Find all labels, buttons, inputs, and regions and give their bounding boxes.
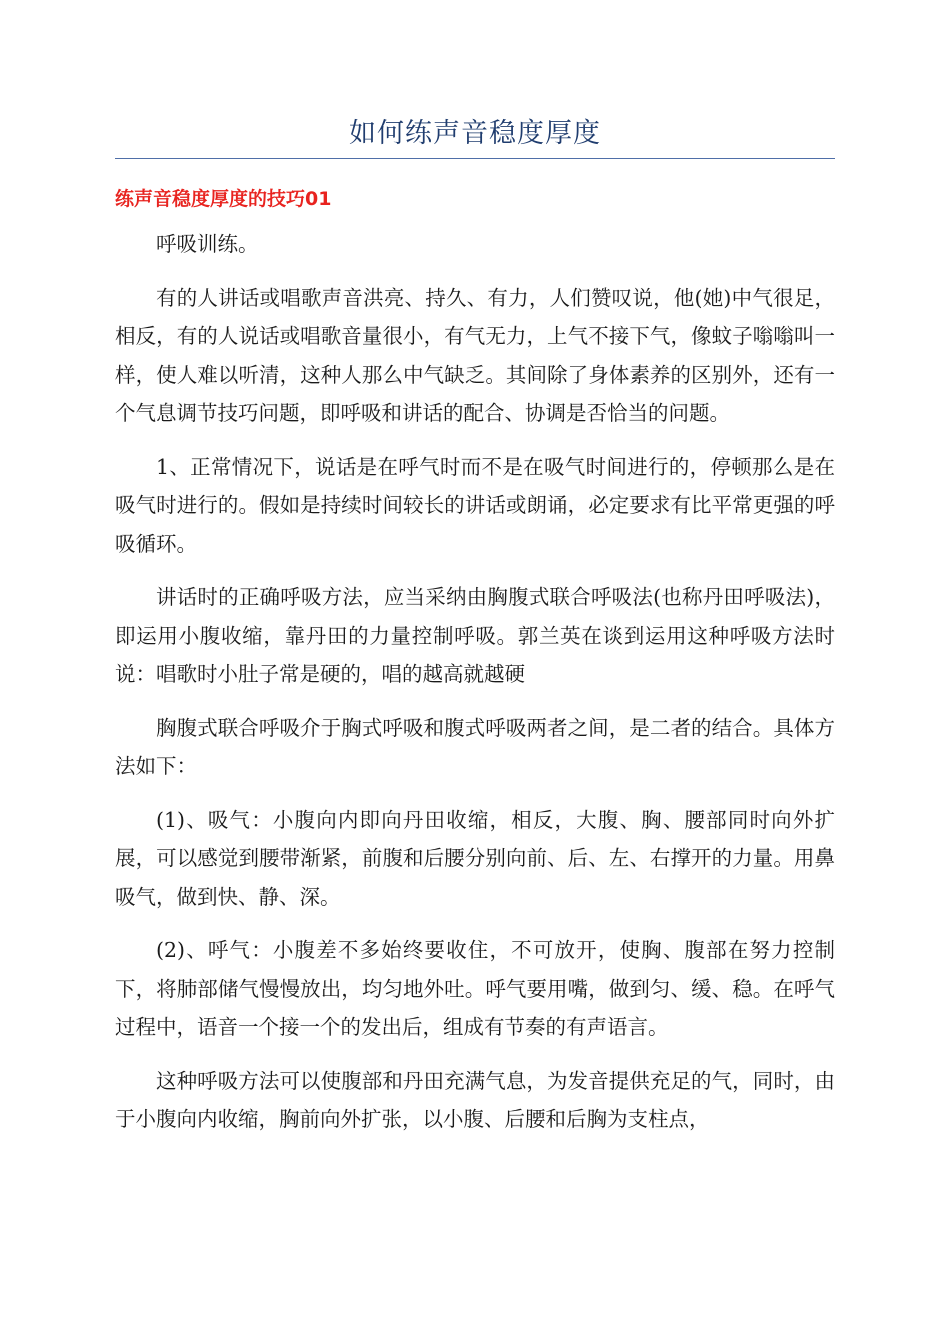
paragraph-8: 这种呼吸方法可以使腹部和丹田充满气息，为发音提供充足的气，同时，由于小腹向内收缩，胸前向外扩张，以小腹、后腰和后胸为支柱点， xyxy=(115,1068,835,1131)
paragraph-4: 讲话时的正确呼吸方法，应当采纳由胸腹式联合呼吸法(也称丹田呼吸法)，即运用小腹收缩，靠丹田的力量控制呼吸。郭兰英在谈到运用这种呼吸方法时说：唱歌时小肚子常是硬的，唱的越高就越硬 xyxy=(115,585,835,686)
section-heading: 练声音稳度厚度的技巧01 xyxy=(115,188,332,210)
paragraph-7: (2)、呼气：小腹差不多始终要收住，不可放开，使胸、腹部在努力控制下，将肺部储气慢慢放出，均匀地外吐。呼气要用嘴，做到匀、缓、稳。在呼气过程中，语音一个接一个的发出后，组成有节奏的有声语言。 xyxy=(115,938,835,1039)
paragraph-5: 胸腹式联合呼吸介于胸式呼吸和腹式呼吸两者之间，是二者的结合。具体方法如下： xyxy=(115,715,835,778)
document-page xyxy=(115,0,835,1139)
paragraph-2: 有的人讲话或唱歌声音洪亮、持久、有力，人们赞叹说，他(她)中气很足，相反，有的人说话或唱歌音量很小，有气无力，上气不接下气，像蚊子嗡嗡叫一样，使人难以听清，这种人那么中气缺乏。其间除了身体素养的区别外，还有一个气息调节技巧问题，即呼吸和讲话的配合、协调是否恰当的问题。 xyxy=(115,285,835,425)
paragraph-3: 1、正常情况下，说话是在呼气时而不是在吸气时间进行的，停顿那么是在吸气时进行的。假如是持续时间较长的讲话或朗诵，必定要求有比平常更强的呼吸循环。 xyxy=(115,454,835,556)
paragraph-6: (1)、吸气：小腹向内即向丹田收缩，相反，大腹、胸、腰部同时向外扩展，可以感觉到腰带渐紧，前腹和后腰分别向前、后、左、右撑开的力量。用鼻吸气，做到快、静、深。 xyxy=(115,807,835,909)
paragraph-1: 呼吸训练。 xyxy=(156,232,259,256)
document-title: 如何练声音稳度厚度 xyxy=(115,114,835,159)
